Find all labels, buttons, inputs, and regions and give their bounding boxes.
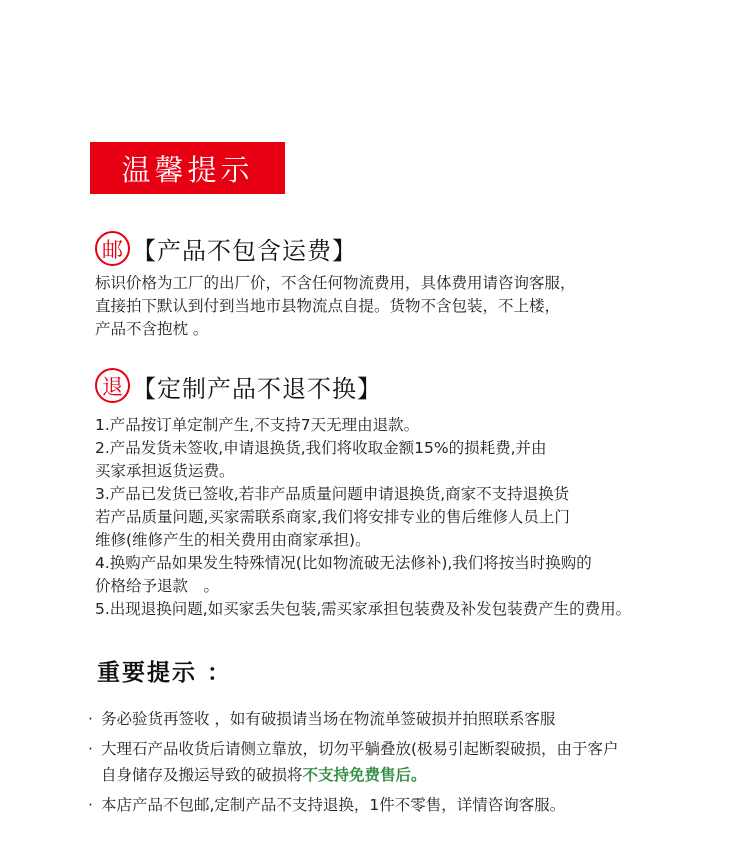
important-notes — [88, 706, 619, 822]
custom-line: 1.产品按订单定制产生,不支持7天无理由退款。 — [95, 416, 420, 434]
custom-line: 4.换购产品如果发生特殊情况(比如物流破无法修补),我们将按当时换购的 — [95, 554, 592, 572]
custom-line: 3.产品已发货已签收,若非产品质量问题申请退换货,商家不支持退换货 — [95, 485, 570, 503]
notice-banner — [90, 142, 285, 194]
custom-paragraph — [95, 414, 631, 621]
note-text: 本店产品不包邮,定制产品不支持退换，1件不零售，详情咨询客服。 — [101, 796, 566, 814]
custom-line: 5.出现退换问题,如买家丢失包装,需买家承担包装费及补发包装费产生的费用。 — [95, 600, 632, 618]
bullet-icon: · — [88, 740, 93, 758]
custom-line: 价格给予退款 。 — [95, 577, 220, 595]
custom-line: 维修(维修产生的相关费用由商家承担)。 — [95, 531, 371, 549]
custom-section-title: 【定制产品不退不换】 — [132, 375, 382, 403]
note-text: 大理石产品收货后请侧立靠放，切勿平躺叠放(极易引起断裂破损，由于客户 — [101, 740, 619, 758]
custom-line: 买家承担返货运费。 — [95, 462, 235, 480]
bullet-icon: · — [88, 710, 93, 728]
shipping-badge-icon: 邮 — [95, 231, 130, 266]
banner-label: 温馨提示 — [121, 152, 254, 187]
list-item — [88, 792, 619, 818]
custom-line: 若产品质量问题,买家需联系商家,我们将安排专业的售后维修人员上门 — [95, 508, 570, 526]
shipping-line: 标识价格为工厂的出厂价，不含任何物流费用，具体费用请咨询客服， — [95, 274, 576, 292]
list-item — [88, 706, 619, 732]
highlight-text: 不支持免费售后。 — [302, 766, 427, 784]
return-badge-icon: 退 — [95, 368, 130, 403]
note-text: 务必验货再签收 ，如有破损请当场在物流单签破损并拍照联系客服 — [101, 710, 556, 728]
bullet-icon: · — [88, 796, 93, 814]
shipping-section-title: 【产品不包含运费】 — [132, 237, 357, 265]
note-text-continued: 自身储存及搬运导致的破损将不支持免费售后。 — [101, 766, 427, 784]
shipping-line: 产品不含抱枕 。 — [95, 320, 209, 338]
shipping-line: 直接拍下默认到付到当地市县物流点自提。货物不含包装，不上楼， — [95, 297, 561, 315]
custom-line: 2.产品发货未签收,申请退换货,我们将收取金额15%的损耗费,并由 — [95, 439, 547, 457]
shipping-paragraph — [95, 272, 576, 341]
list-item — [88, 736, 619, 788]
important-heading: 重要提示 ： — [97, 660, 233, 686]
